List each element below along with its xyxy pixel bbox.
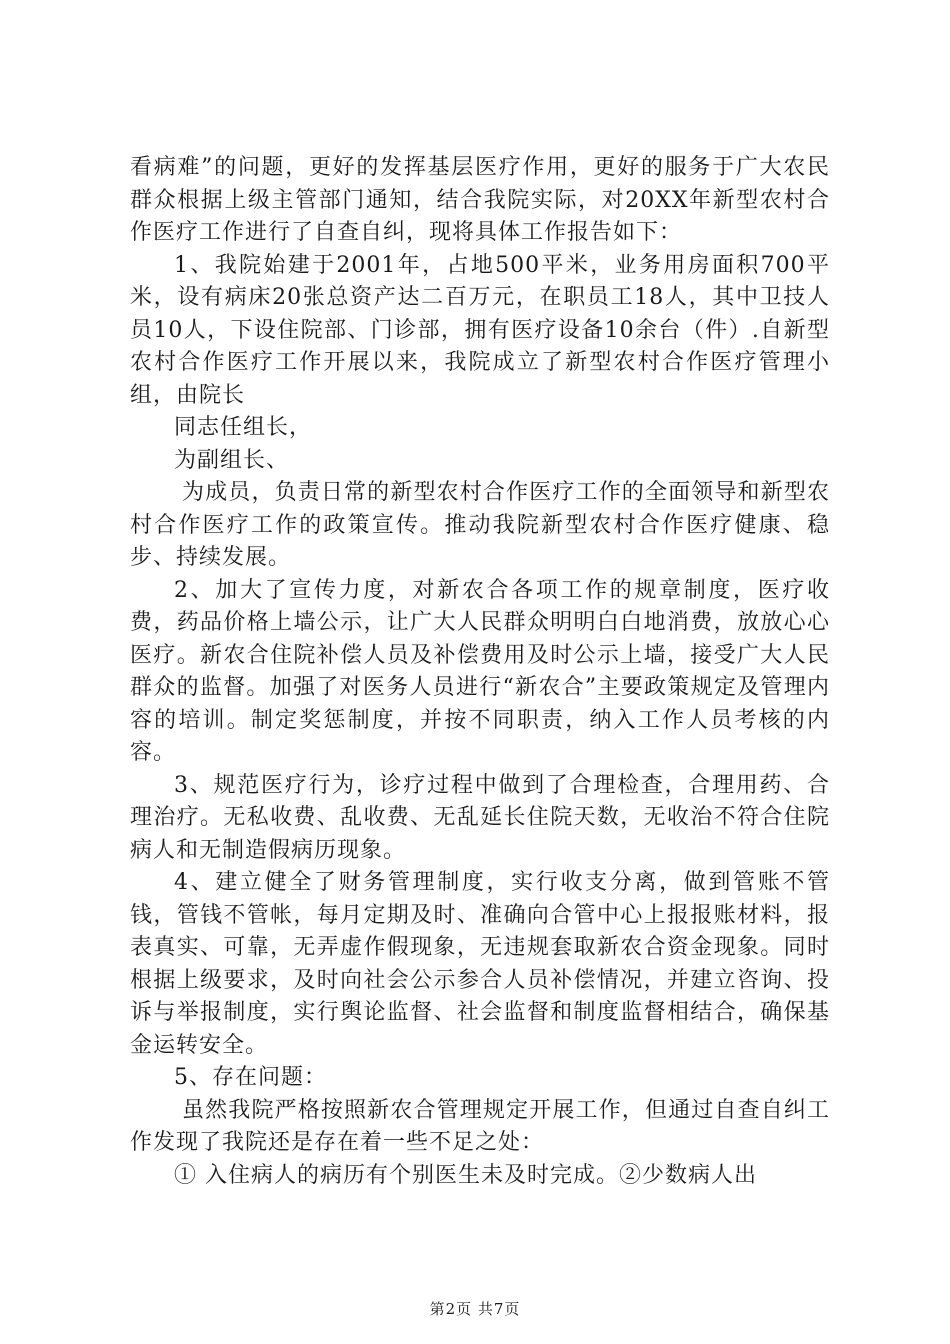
paragraph-item-4: 4、建立健全了财务管理制度，实行收支分离，做到管账不管钱，管钱不管帐，每月定期及时、准确向合管中心上报报账材料，报表真实、可靠，无弄虚作假现象，无违规套取新农合资金现象。同时根据上级要求，及时向社会公示参合人员补偿情况，并建立咨询、投诉与举报制度，实行舆论监督、社会监督和制度监督相结合，确保基金运转安全。: [130, 870, 830, 1058]
paragraph-item-2: 2、加大了宣传力度，对新农合各项工作的规章制度，医疗收费，药品价格上墙公示，让广大人民群众明明白白地消费，放放心心医疗。新农合住院补偿人员及补偿费用及时公示上墙，接受广大人民群众的监督。加强了对医务人员进行“新农合”主要政策规定及管理内容的培训。制定奖惩制度，并按不同职责，纳入工作人员考核的内容。: [130, 577, 830, 765]
paragraph-item-1: 1、我院始建于2001年，占地500平米，业务用房面积700平米，设有病床20张总资产达二百万元，在职员工18人，其中卫技人员10人，下设住院部、门诊部，拥有医疗设备10余台（件）.自新型农村合作医疗工作开展以来，我院成立了新型农村合作医疗管理小组，由院长: [130, 252, 830, 408]
paragraph-problems: 虽然我院严格按照新农合管理规定开展工作，但通过自查自纠工作发现了我院还是存在着一些不足之处：: [130, 1097, 830, 1155]
paragraph-deputy-leader: 为副组长、: [174, 447, 290, 473]
paragraph-intro: 看病难”的问题，更好的发挥基层医疗作用，更好的服务于广大农民群众根据上级主管部门通知，结合我院实际，对20XX年新型农村合作医疗工作进行了自查自纠，现将具体工作报告如下：: [130, 155, 830, 245]
document-body: [130, 152, 830, 1192]
paragraph-item-3: 3、规范医疗行为，诊疗过程中做到了合理检查，合理用药、合理治疗。无私收费、乱收费、无乱延长住院天数，无收治不符合住院病人和无制造假病历现象。: [130, 772, 830, 863]
paragraph-item-5-heading: 5、存在问题：: [174, 1065, 327, 1090]
page-number-footer: 第2页 共7页: [429, 1300, 521, 1318]
paragraph-members: 为成员，负责日常的新型农村合作医疗工作的全面领导和新型农村合作医疗工作的政策宣传。推动我院新型农村合作医疗健康、稳步、持续发展。: [130, 480, 830, 570]
paragraph-group-leader: 同志任组长，: [174, 415, 313, 440]
paragraph-problem-list: ① 入住病人的病历有个别医生未及时完成。②少数病人出: [174, 1162, 757, 1188]
